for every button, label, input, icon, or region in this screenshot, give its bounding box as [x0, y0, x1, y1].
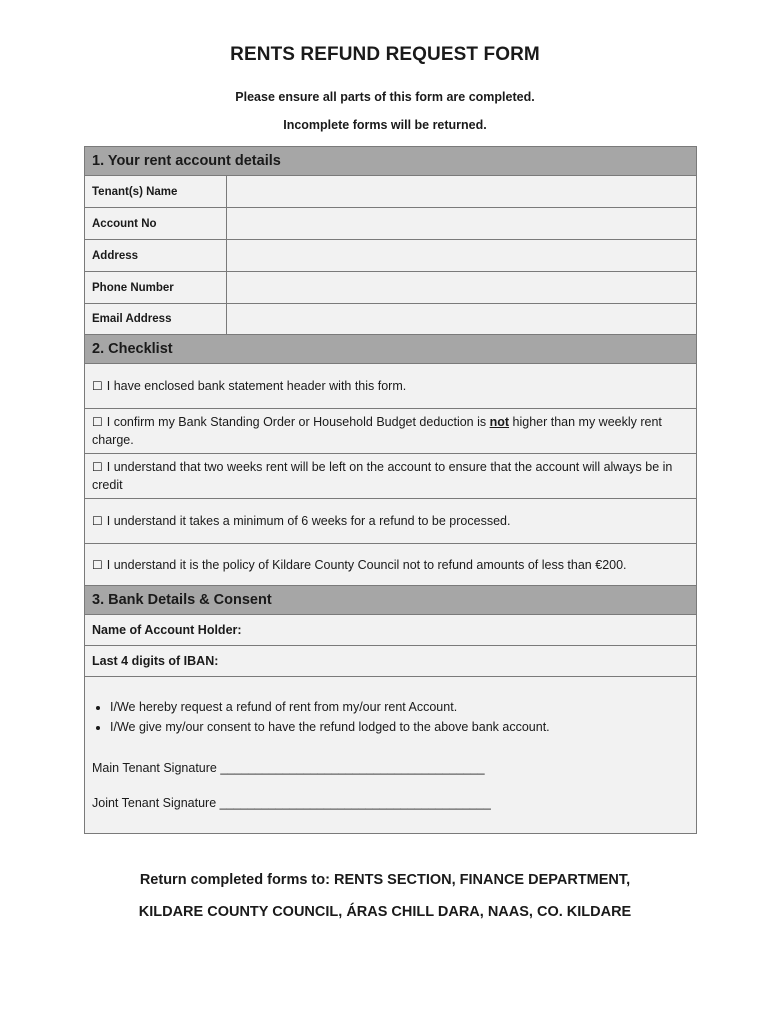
email-address-label: Email Address: [85, 304, 227, 334]
return-address-line-1: Return completed forms to: RENTS SECTION, FINANCE DEPARTMENT,: [139, 872, 631, 888]
consent-bullet: • I/We give my/our consent to have the refund lodged to the above bank account.: [110, 717, 689, 737]
checkbox-icon[interactable]: ☐: [92, 557, 103, 572]
checklist-item[interactable]: [85, 499, 696, 544]
checklist-item-text: I confirm my Bank Standing Order or Household Budget deduction is: [106, 415, 490, 429]
tenant-name-row: [85, 176, 696, 208]
iban-field[interactable]: [85, 646, 696, 677]
section-1-heading: 1. Your rent account details: [85, 147, 696, 176]
phone-number-label: Phone Number: [85, 272, 227, 303]
checklist-item-text: I understand that two weeks rent will be left on the account to ensure that the account will always be in credit: [92, 460, 673, 492]
return-address-line-2: KILDARE COUNTY COUNCIL, ÁRAS CHILL DARA, NAAS, CO. KILDARE: [138, 904, 632, 920]
phone-number-row: [85, 272, 696, 304]
joint-signature-row[interactable]: [92, 793, 689, 813]
checklist-item-text-continued: higher than my weekly rent charge.: [92, 415, 662, 447]
checkbox-icon[interactable]: ☐: [92, 415, 103, 429]
checklist-item[interactable]: [85, 409, 696, 454]
email-address-row: [85, 304, 696, 335]
checklist-item-text: I understand it takes a minimum of 6 weeks for a refund to be processed.: [106, 514, 511, 528]
checklist-item-text: I understand it is the policy of Kildare County Council not to refund amounts of less than €200.: [106, 557, 627, 572]
instruction-line-1: Please ensure all parts of this form are completed.: [235, 90, 535, 104]
checklist-item[interactable]: [85, 454, 696, 499]
account-holder-field[interactable]: [85, 615, 696, 646]
section-3-heading: 3. Bank Details & Consent: [85, 586, 696, 615]
account-no-row: [85, 208, 696, 240]
account-no-field[interactable]: [227, 208, 696, 239]
checklist-item[interactable]: [85, 544, 696, 586]
address-row: [85, 240, 696, 272]
main-signature-line[interactable]: ______________________________________: [220, 761, 485, 775]
section-2-heading: 2. Checklist: [85, 335, 696, 364]
checklist-item[interactable]: [85, 364, 696, 409]
form-title: RENTS REFUND REQUEST FORM: [230, 44, 540, 65]
phone-number-field[interactable]: [227, 272, 696, 303]
account-holder-label: Name of Account Holder:: [92, 623, 242, 637]
joint-signature-label: Joint Tenant Signature: [92, 796, 217, 810]
consent-list: [92, 697, 689, 737]
email-address-field[interactable]: [227, 304, 696, 334]
consent-bullet: • I/We hereby request a refund of rent from my/our rent Account.: [110, 697, 689, 717]
consent-block: [85, 677, 696, 833]
instruction-line-2: Incomplete forms will be returned.: [283, 118, 487, 132]
checklist-item-text: I have enclosed bank statement header with this form.: [106, 379, 407, 393]
joint-signature-line[interactable]: _______________________________________: [219, 796, 491, 810]
iban-label: Last 4 digits of IBAN:: [92, 654, 219, 668]
checkbox-icon[interactable]: ☐: [92, 460, 103, 474]
checklist-item-emphasis: not: [489, 415, 510, 429]
refund-form: [84, 146, 697, 834]
tenant-name-field[interactable]: [227, 176, 696, 207]
checkbox-icon[interactable]: ☐: [92, 514, 103, 528]
tenant-name-label: Tenant(s) Name: [85, 176, 227, 207]
address-label: Address: [85, 240, 227, 271]
address-field[interactable]: [227, 240, 696, 271]
main-signature-row[interactable]: [92, 758, 689, 778]
main-signature-label: Main Tenant Signature: [92, 761, 217, 775]
account-no-label: Account No: [85, 208, 227, 239]
checkbox-icon[interactable]: ☐: [92, 379, 103, 393]
